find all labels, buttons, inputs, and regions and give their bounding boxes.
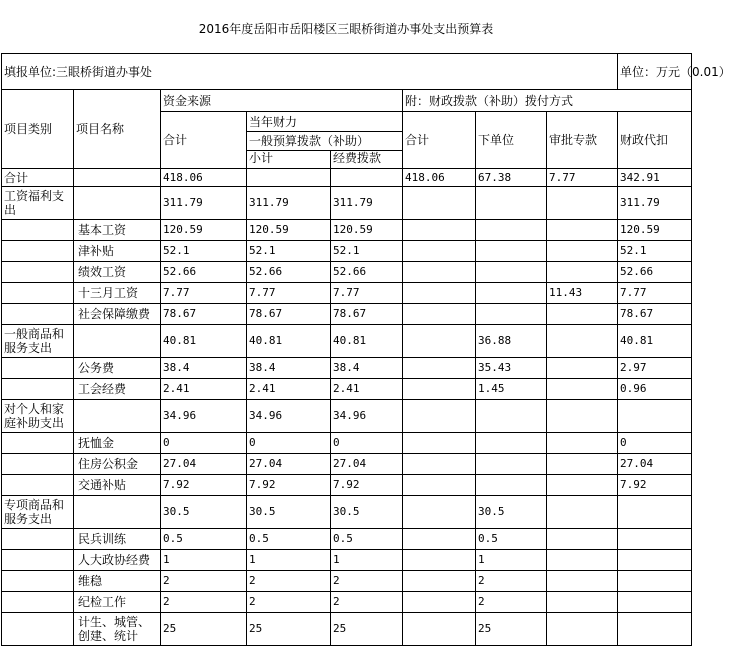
value-cell: 52.66 (331, 262, 403, 283)
item-name-cell: 绩效工资 (74, 262, 161, 283)
value-cell: 52.1 (331, 241, 403, 262)
header-treasury: 财政代扣 (618, 112, 692, 169)
value-cell: 342.91 (618, 169, 692, 187)
value-cell (247, 169, 331, 187)
value-cell: 311.79 (161, 187, 247, 220)
value-cell (403, 241, 476, 262)
value-cell: 2 (476, 592, 547, 613)
header-current-year: 当年财力 (247, 112, 403, 132)
value-cell: 7.77 (618, 283, 692, 304)
item-name-cell: 抚恤金 (74, 433, 161, 454)
value-cell (547, 379, 618, 400)
table-row (2, 169, 692, 187)
category-cell (2, 529, 74, 550)
value-cell: 27.04 (161, 454, 247, 475)
value-cell: 30.5 (331, 496, 403, 529)
value-cell (403, 400, 476, 433)
value-cell: 36.88 (476, 325, 547, 358)
value-cell: 0.5 (476, 529, 547, 550)
value-cell: 7.77 (247, 283, 331, 304)
value-cell (547, 496, 618, 529)
item-name-cell: 纪检工作 (74, 592, 161, 613)
value-cell (547, 592, 618, 613)
value-cell (547, 475, 618, 496)
value-cell: 40.81 (247, 325, 331, 358)
value-cell: 2 (247, 592, 331, 613)
category-cell (2, 550, 74, 571)
value-cell: 34.96 (161, 400, 247, 433)
value-cell (403, 571, 476, 592)
value-cell: 30.5 (476, 496, 547, 529)
value-cell (476, 220, 547, 241)
value-cell (547, 241, 618, 262)
item-name-cell: 十三月工资 (74, 283, 161, 304)
value-cell: 2.41 (161, 379, 247, 400)
value-cell: 2 (161, 571, 247, 592)
category-cell (2, 283, 74, 304)
value-cell: 38.4 (161, 358, 247, 379)
category-cell (2, 358, 74, 379)
category-cell (2, 241, 74, 262)
value-cell: 38.4 (331, 358, 403, 379)
item-name-cell: 计生、城管、创建、统计 (74, 613, 161, 646)
item-name-cell: 交通补贴 (74, 475, 161, 496)
category-cell (2, 475, 74, 496)
value-cell: 418.06 (403, 169, 476, 187)
value-cell (403, 283, 476, 304)
value-cell (331, 169, 403, 187)
table-row (2, 325, 692, 358)
value-cell (618, 400, 692, 433)
value-cell: 30.5 (247, 496, 331, 529)
category-cell: 合计 (2, 169, 74, 187)
item-name-cell: 津补贴 (74, 241, 161, 262)
header-category: 项目类别 (2, 90, 74, 169)
budget-table (1, 53, 731, 646)
value-cell (476, 241, 547, 262)
value-cell: 0 (618, 433, 692, 454)
value-cell (403, 358, 476, 379)
category-cell (2, 454, 74, 475)
value-cell: 2 (247, 571, 331, 592)
value-cell (547, 262, 618, 283)
value-cell (476, 475, 547, 496)
value-cell: 34.96 (331, 400, 403, 433)
value-cell: 35.43 (476, 358, 547, 379)
value-cell: 52.66 (247, 262, 331, 283)
value-cell (547, 613, 618, 646)
value-cell: 11.43 (547, 283, 618, 304)
unit-label: 填报单位:三眼桥街道办事处 (2, 54, 618, 90)
table-row (2, 496, 692, 529)
value-cell: 1 (476, 550, 547, 571)
value-cell: 40.81 (618, 325, 692, 358)
category-cell (2, 262, 74, 283)
header-fund-source: 资金来源 (161, 90, 403, 112)
value-cell (618, 496, 692, 529)
value-cell (403, 496, 476, 529)
header-subtotal: 小计 (247, 151, 331, 169)
item-name-cell: 公务费 (74, 358, 161, 379)
item-name-cell (74, 169, 161, 187)
table-row (2, 571, 692, 592)
value-cell: 1.45 (476, 379, 547, 400)
value-cell (403, 304, 476, 325)
value-cell: 0 (161, 433, 247, 454)
value-cell: 2 (161, 592, 247, 613)
value-cell (618, 571, 692, 592)
value-cell (618, 529, 692, 550)
value-cell: 27.04 (331, 454, 403, 475)
value-cell: 2.41 (331, 379, 403, 400)
item-name-cell: 人大政协经费 (74, 550, 161, 571)
value-cell: 40.81 (161, 325, 247, 358)
value-cell: 7.92 (161, 475, 247, 496)
value-cell (476, 283, 547, 304)
value-cell: 7.92 (247, 475, 331, 496)
value-cell (403, 592, 476, 613)
value-cell (547, 187, 618, 220)
item-name-cell (74, 325, 161, 358)
value-cell (547, 325, 618, 358)
category-cell (2, 571, 74, 592)
item-name-cell: 工会经费 (74, 379, 161, 400)
value-cell (476, 433, 547, 454)
value-cell (547, 550, 618, 571)
category-cell (2, 220, 74, 241)
value-cell: 0 (247, 433, 331, 454)
value-cell: 25 (331, 613, 403, 646)
value-cell: 25 (161, 613, 247, 646)
table-row (2, 454, 692, 475)
category-cell: 专项商品和服务支出 (2, 496, 74, 529)
value-cell (618, 592, 692, 613)
value-cell: 0.96 (618, 379, 692, 400)
category-cell: 对个人和家庭补助支出 (2, 400, 74, 433)
value-cell (403, 220, 476, 241)
table-row (2, 220, 692, 241)
value-cell: 52.66 (618, 262, 692, 283)
value-cell (403, 613, 476, 646)
category-cell (2, 379, 74, 400)
category-cell (2, 304, 74, 325)
table-row (2, 304, 692, 325)
table-row (2, 475, 692, 496)
value-cell: 52.66 (161, 262, 247, 283)
header-funding: 经费拨款 (331, 151, 403, 169)
value-cell: 0.5 (161, 529, 247, 550)
item-name-cell: 住房公积金 (74, 454, 161, 475)
table-row (2, 400, 692, 433)
category-cell: 工资福利支出 (2, 187, 74, 220)
page-title: 2016年度岳阳市岳阳楼区三眼桥街道办事处支出预算表 (198, 22, 494, 36)
value-cell: 0.5 (247, 529, 331, 550)
table-row (2, 613, 692, 646)
value-cell: 120.59 (161, 220, 247, 241)
header-pay-total: 合计 (403, 112, 476, 169)
value-cell (547, 358, 618, 379)
value-cell (476, 187, 547, 220)
table-row (2, 283, 692, 304)
value-cell: 78.67 (247, 304, 331, 325)
value-cell: 7.92 (618, 475, 692, 496)
value-cell: 0.5 (331, 529, 403, 550)
value-cell (403, 433, 476, 454)
value-cell: 52.1 (247, 241, 331, 262)
value-cell (403, 454, 476, 475)
value-cell: 311.79 (247, 187, 331, 220)
category-cell: 一般商品和服务支出 (2, 325, 74, 358)
value-cell: 38.4 (247, 358, 331, 379)
value-cell (403, 379, 476, 400)
value-cell: 7.77 (547, 169, 618, 187)
currency-label: 单位：万元（0.01） (618, 54, 692, 90)
value-cell: 34.96 (247, 400, 331, 433)
value-cell (403, 529, 476, 550)
value-cell: 40.81 (331, 325, 403, 358)
value-cell (403, 262, 476, 283)
value-cell (476, 400, 547, 433)
value-cell (476, 304, 547, 325)
item-name-cell (74, 496, 161, 529)
value-cell: 1 (331, 550, 403, 571)
value-cell: 78.67 (161, 304, 247, 325)
header-general-budget: 一般预算拨款（补助） (247, 132, 403, 151)
value-cell: 311.79 (331, 187, 403, 220)
value-cell: 52.1 (618, 241, 692, 262)
item-name-cell (74, 400, 161, 433)
value-cell (547, 400, 618, 433)
value-cell: 120.59 (618, 220, 692, 241)
category-cell (2, 433, 74, 454)
value-cell: 311.79 (618, 187, 692, 220)
value-cell: 2 (331, 592, 403, 613)
value-cell: 120.59 (247, 220, 331, 241)
value-cell: 27.04 (618, 454, 692, 475)
header-total: 合计 (161, 112, 247, 169)
value-cell: 120.59 (331, 220, 403, 241)
value-cell: 25 (476, 613, 547, 646)
table-row (2, 358, 692, 379)
item-name-cell: 基本工资 (74, 220, 161, 241)
item-name-cell: 维稳 (74, 571, 161, 592)
value-cell (618, 613, 692, 646)
value-cell (403, 187, 476, 220)
value-cell (403, 325, 476, 358)
table-row (2, 262, 692, 283)
value-cell: 25 (247, 613, 331, 646)
value-cell: 27.04 (247, 454, 331, 475)
table-row (2, 529, 692, 550)
value-cell (547, 220, 618, 241)
table-row (2, 379, 692, 400)
value-cell (403, 550, 476, 571)
value-cell (403, 475, 476, 496)
value-cell: 418.06 (161, 169, 247, 187)
header-approval: 审批专款 (547, 112, 618, 169)
value-cell: 0 (331, 433, 403, 454)
value-cell: 7.92 (331, 475, 403, 496)
value-cell: 1 (161, 550, 247, 571)
table-row (2, 187, 692, 220)
value-cell (547, 454, 618, 475)
value-cell (476, 262, 547, 283)
value-cell (547, 529, 618, 550)
value-cell (476, 454, 547, 475)
value-cell: 2.97 (618, 358, 692, 379)
value-cell: 7.77 (331, 283, 403, 304)
value-cell: 78.67 (618, 304, 692, 325)
value-cell (547, 571, 618, 592)
value-cell: 52.1 (161, 241, 247, 262)
value-cell: 30.5 (161, 496, 247, 529)
item-name-cell: 社会保障缴费 (74, 304, 161, 325)
value-cell: 2 (476, 571, 547, 592)
value-cell: 67.38 (476, 169, 547, 187)
table-row (2, 550, 692, 571)
category-cell (2, 592, 74, 613)
header-appendix: 附：财政拨款（补助）拨付方式 (403, 90, 692, 112)
value-cell: 2 (331, 571, 403, 592)
item-name-cell (74, 187, 161, 220)
header-lower-unit: 下单位 (476, 112, 547, 169)
table-row (2, 433, 692, 454)
value-cell: 1 (247, 550, 331, 571)
category-cell (2, 613, 74, 646)
value-cell (618, 550, 692, 571)
value-cell: 7.77 (161, 283, 247, 304)
table-row (2, 592, 692, 613)
value-cell (547, 433, 618, 454)
value-cell: 78.67 (331, 304, 403, 325)
value-cell: 2.41 (247, 379, 331, 400)
table-row (2, 241, 692, 262)
value-cell (547, 304, 618, 325)
header-name: 项目名称 (74, 90, 161, 169)
item-name-cell: 民兵训练 (74, 529, 161, 550)
